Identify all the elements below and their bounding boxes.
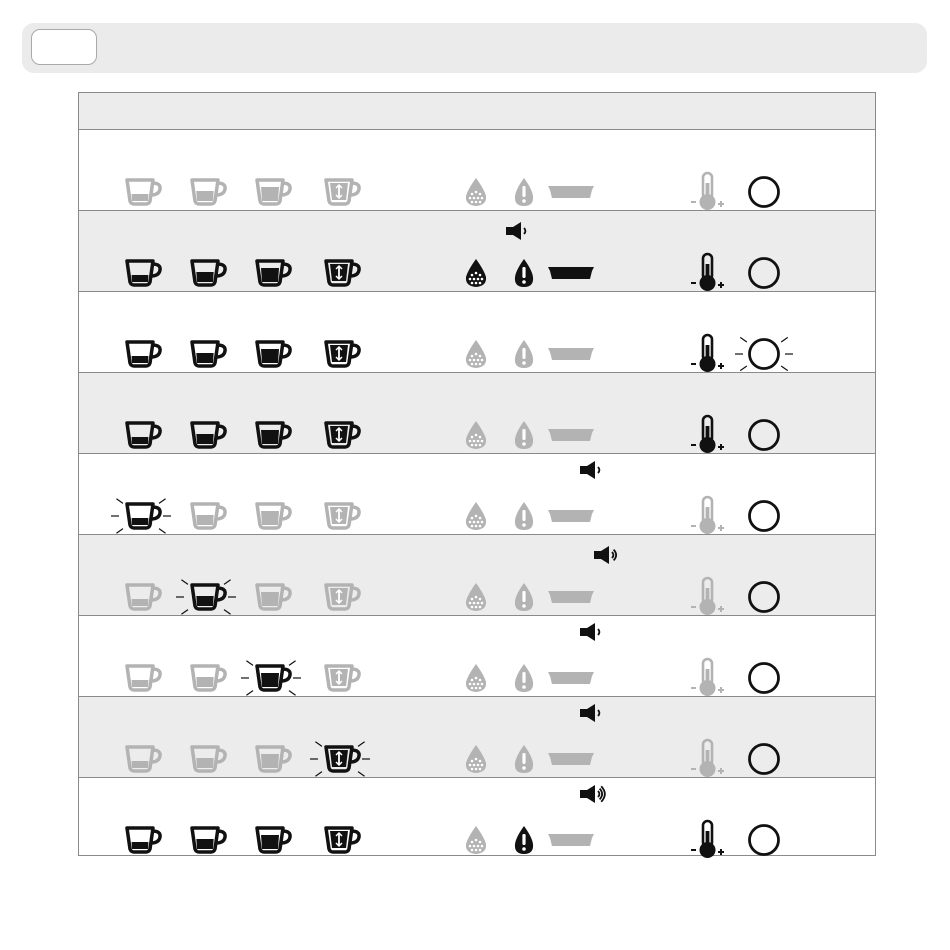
toolbar-button[interactable]: [31, 29, 97, 65]
power-ring-icon: [742, 656, 786, 700]
descale-drop-icon: [460, 337, 492, 371]
temperature-icon: [684, 493, 730, 539]
cup-medium-icon: [182, 816, 230, 864]
speaker-icon: [578, 783, 610, 805]
temperature-icon: [684, 655, 730, 701]
temperature-icon: [684, 574, 730, 620]
cup-large-icon: [247, 735, 295, 783]
power-ring-icon: [742, 170, 786, 214]
cup-medium-icon: [182, 330, 230, 378]
table-row: [79, 292, 875, 373]
warning-icon: [510, 337, 538, 371]
cup-large-icon: [247, 816, 295, 864]
warning-icon: [510, 499, 538, 533]
cup-adjust-icon: [316, 330, 364, 378]
temperature-icon: [684, 169, 730, 215]
top-toolbar: [22, 23, 927, 73]
speaker-icon: [504, 220, 536, 242]
warning-icon: [510, 580, 538, 614]
cup-adjust-icon: [316, 492, 364, 540]
descale-drop-icon: [460, 742, 492, 776]
temperature-icon: [684, 817, 730, 863]
drip-tray-icon: [546, 830, 596, 850]
table-row: [79, 130, 875, 211]
table-row: [79, 616, 875, 697]
drip-tray-icon: [546, 263, 596, 283]
descale-drop-icon: [460, 499, 492, 533]
drip-tray-icon: [546, 344, 596, 364]
warning-icon: [510, 256, 538, 290]
cup-small-icon: [117, 735, 165, 783]
cup-small-icon: [117, 168, 165, 216]
speaker-icon: [578, 702, 610, 724]
power-ring-icon: [742, 737, 786, 781]
cup-small-icon: [117, 492, 165, 540]
descale-drop-icon: [460, 418, 492, 452]
descale-drop-icon: [460, 823, 492, 857]
cup-medium-icon: [182, 573, 230, 621]
descale-drop-icon: [460, 256, 492, 290]
drip-tray-icon: [546, 506, 596, 526]
cup-adjust-icon: [316, 816, 364, 864]
cup-adjust-icon: [316, 168, 364, 216]
cup-medium-icon: [182, 492, 230, 540]
cup-medium-icon: [182, 411, 230, 459]
power-ring-icon: [742, 332, 786, 376]
cup-small-icon: [117, 573, 165, 621]
warning-icon: [510, 418, 538, 452]
drip-tray-icon: [546, 587, 596, 607]
cup-adjust-icon: [316, 573, 364, 621]
cup-adjust-icon: [316, 249, 364, 297]
warning-icon: [510, 742, 538, 776]
cup-large-icon: [247, 330, 295, 378]
descale-drop-icon: [460, 175, 492, 209]
cup-large-icon: [247, 249, 295, 297]
drip-tray-icon: [546, 425, 596, 445]
drip-tray-icon: [546, 182, 596, 202]
table-row: [79, 697, 875, 778]
temperature-icon: [684, 250, 730, 296]
warning-icon: [510, 661, 538, 695]
drip-tray-icon: [546, 749, 596, 769]
cup-adjust-icon: [316, 411, 364, 459]
cup-adjust-icon: [316, 735, 364, 783]
power-ring-icon: [742, 818, 786, 862]
cup-medium-icon: [182, 249, 230, 297]
table-row: [79, 535, 875, 616]
temperature-icon: [684, 736, 730, 782]
cup-small-icon: [117, 330, 165, 378]
power-ring-icon: [742, 575, 786, 619]
power-ring-icon: [742, 494, 786, 538]
descale-drop-icon: [460, 661, 492, 695]
temperature-icon: [684, 331, 730, 377]
cup-small-icon: [117, 249, 165, 297]
speaker-icon: [592, 544, 624, 566]
cup-medium-icon: [182, 168, 230, 216]
led-status-table: [78, 92, 876, 856]
cup-large-icon: [247, 573, 295, 621]
cup-small-icon: [117, 816, 165, 864]
table-row: [79, 211, 875, 292]
cup-large-icon: [247, 168, 295, 216]
cup-large-icon: [247, 654, 295, 702]
cup-adjust-icon: [316, 654, 364, 702]
speaker-icon: [578, 621, 610, 643]
table-row: [79, 778, 875, 858]
drip-tray-icon: [546, 668, 596, 688]
table-header: [79, 93, 875, 130]
warning-icon: [510, 175, 538, 209]
power-ring-icon: [742, 413, 786, 457]
cup-large-icon: [247, 492, 295, 540]
table-row: [79, 454, 875, 535]
speaker-icon: [578, 459, 610, 481]
table-row: [79, 373, 875, 454]
cup-medium-icon: [182, 735, 230, 783]
cup-large-icon: [247, 411, 295, 459]
temperature-icon: [684, 412, 730, 458]
descale-drop-icon: [460, 580, 492, 614]
power-ring-icon: [742, 251, 786, 295]
cup-small-icon: [117, 654, 165, 702]
warning-icon: [510, 823, 538, 857]
cup-medium-icon: [182, 654, 230, 702]
cup-small-icon: [117, 411, 165, 459]
